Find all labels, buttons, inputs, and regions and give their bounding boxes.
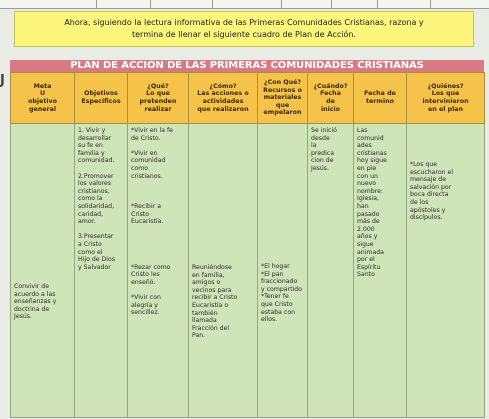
header-fecha-termino: Fecha de termino xyxy=(354,73,407,124)
header-con-que: ¿Con Qué? Recursos o materiales que empelaron xyxy=(258,73,308,124)
plan-title: PLAN DE ACCIÓN DE LAS PRIMERAS COMUNIDADES CRISTIANAS xyxy=(10,60,484,72)
cell-quienes[interactable]: *Los que escucharon el mensaje de salvación por boca directa de los apóstoles y discípulos. xyxy=(407,124,485,418)
header-objetivos: Objetivos Específicos xyxy=(75,73,128,124)
cell-como[interactable]: Reuniéndose en familia, amigos o vecinos para recibir a Cristo Eucaristía o también llamada Fracción del Pan. xyxy=(189,124,258,418)
header-quienes: ¿Quiénes? Los que intervinieron en el plan xyxy=(407,73,485,124)
header-que: ¿Qué? Lo que pretenden realizar xyxy=(128,73,189,124)
header-meta: Meta U objetivo general xyxy=(11,73,75,124)
cell-fecha-inicio[interactable]: Se inició desde la predica cion de Jesús. xyxy=(308,124,354,418)
plan-table xyxy=(10,72,485,418)
cell-con-que[interactable]: *El hogar *El pan fraccionado y compartido *Tener fe que Cristo estaba con ellos. xyxy=(258,124,308,418)
page-letter: J xyxy=(0,73,5,88)
cell-fecha-termino[interactable]: Las comunid ades cristianas hoy sigue en pie con un nuevo nombre: Iglesia, han pasado más de 2.000 años y sigue animada por el Espíritu Santo xyxy=(354,124,407,418)
header-row xyxy=(11,73,485,124)
header-cuando: ¿Cuándo? Fecha de inicio xyxy=(308,73,354,124)
instruction-box xyxy=(14,11,474,47)
table-row xyxy=(11,124,485,418)
previous-table-edge xyxy=(0,0,489,9)
cell-objetivos[interactable]: 1. Vivir y desarrollar su fe en familia y comunidad. 2.Promover los valores cristianos, como la solidaridad, caridad, amor. 3.Presentar a Cristo como el Hijo de Dios y Salvador xyxy=(75,124,128,418)
cell-que[interactable]: *Vivir en la fe de Cristo. *Vivir en comunidad como cristianos. *Recibir a Cristo Eucaristía. *Rezar como Cristo les enseñó. *Vivir con alegría y sencillez. xyxy=(128,124,189,418)
instruction-line-2: termina de llenar el siguiente cuadro de Plan de Acción. xyxy=(131,30,356,39)
instruction-line-1: Ahora, siguiendo la lectura informativa de las Primeras Comunidades Cristianas, razona y xyxy=(64,18,424,27)
header-como: ¿Cómo? Las acciones o actividades que realizaron xyxy=(189,73,258,124)
cell-meta[interactable]: Convivir de acuerdo a las enseñanzas y doctrina de Jesús. xyxy=(11,124,75,418)
